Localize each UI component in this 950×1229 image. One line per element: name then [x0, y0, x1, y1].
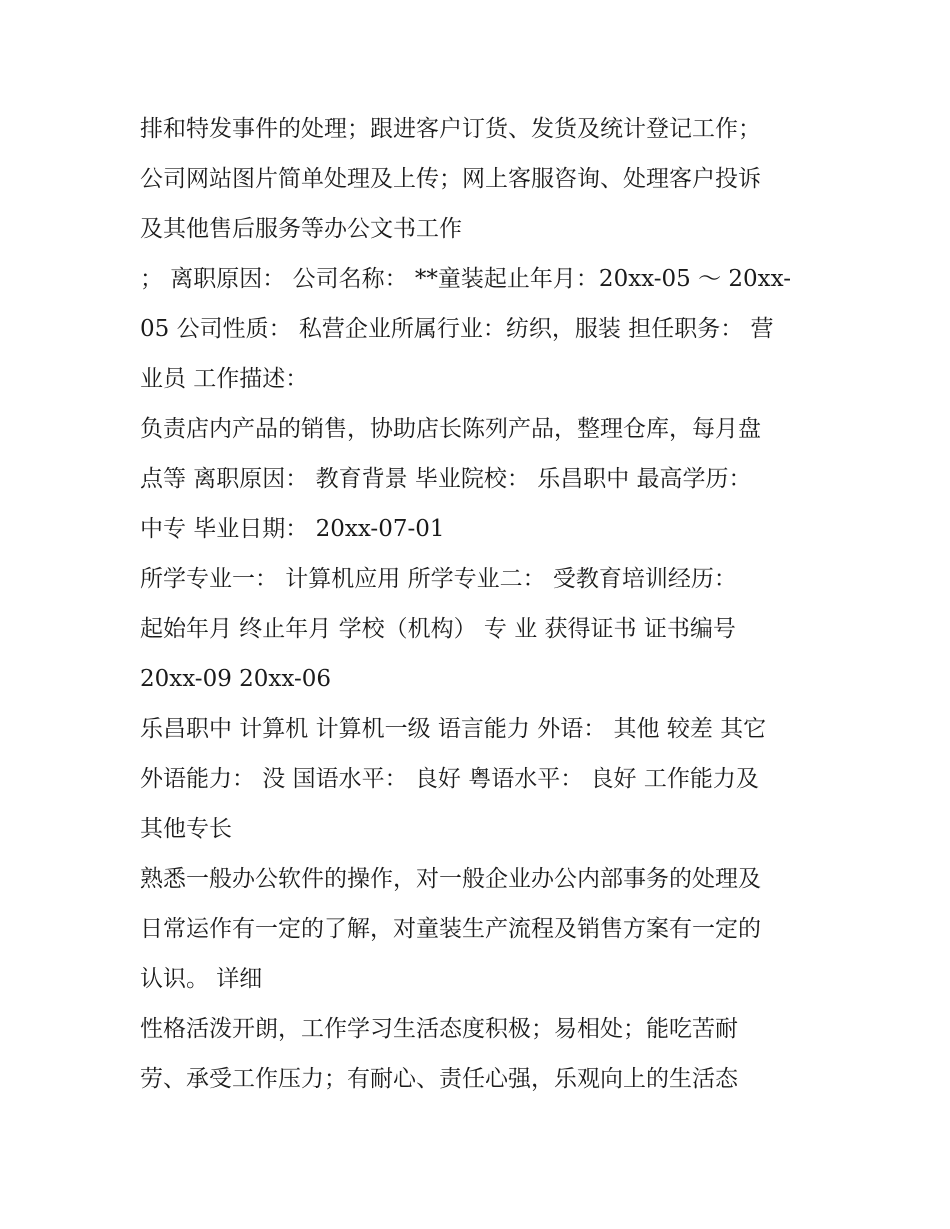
text-line: 中专 毕业日期： 20xx-07-01 — [140, 516, 445, 542]
text-line: 性格活泼开朗，工作学习生活态度积极；易相处；能吃苦耐 — [140, 1016, 738, 1042]
text-line: 乐昌职中 计算机 计算机一级 语言能力 外语： 其他 较差 其它 — [140, 716, 767, 742]
text-line: 05 公司性质： 私营企业所属行业：纺织，服装 担任职务： 营 — [140, 316, 774, 342]
text-line: 外语能力： 没 国语水平： 良好 粤语水平： 良好 工作能力及 — [140, 766, 759, 792]
text-line: 起始年月 终止年月 学校（机构） 专 业 获得证书 证书编号 — [140, 616, 736, 642]
text-line: 其他专长 — [140, 816, 232, 842]
text-line: 20xx-09 20xx-06 — [140, 666, 331, 692]
text-line: 认识。 详细 — [140, 966, 263, 992]
text-line: 负责店内产品的销售，协助店长陈列产品，整理仓库，每月盘 — [140, 416, 761, 442]
text-line: 业员 工作描述： — [140, 366, 309, 392]
text-line: 点等 离职原因： 教育背景 毕业院校： 乐昌职中 最高学历： — [140, 466, 752, 492]
text-line: 日常运作有一定的了解，对童装生产流程及销售方案有一定的 — [140, 916, 761, 942]
text-line: 排和特发事件的处理；跟进客户订货、发货及统计登记工作； — [140, 116, 761, 142]
resume-text-block — [140, 104, 830, 1104]
text-line: 熟悉一般办公软件的操作，对一般企业办公内部事务的处理及 — [140, 866, 761, 892]
text-line: 所学专业一： 计算机应用 所学专业二： 受教育培训经历： — [140, 566, 737, 592]
text-line: 劳、承受工作压力；有耐心、责任心强，乐观向上的生活态 — [140, 1066, 738, 1092]
text-line: ； 离职原因： 公司名称： **童装起止年月：20xx-05 ～ 20xx- — [140, 266, 791, 292]
text-line: 公司网站图片简单处理及上传；网上客服咨询、处理客户投诉 — [140, 166, 761, 192]
text-line: 及其他售后服务等办公文书工作 — [140, 216, 462, 242]
